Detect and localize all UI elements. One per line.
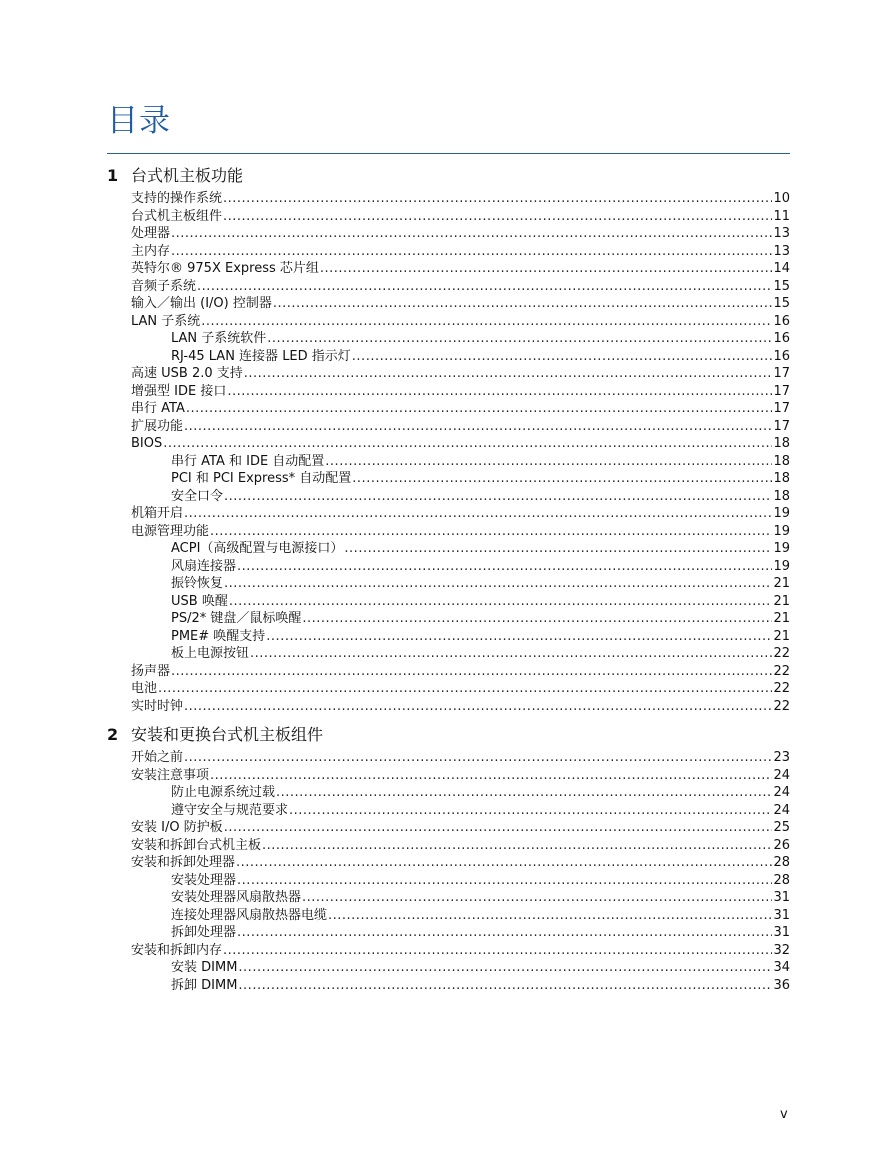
toc-entry[interactable] bbox=[107, 837, 790, 855]
toc-entry[interactable] bbox=[107, 767, 790, 785]
toc-entry-label: 安装处理器风扇散热器 bbox=[171, 890, 302, 905]
toc-entry-label: PME# 唤醒支持 bbox=[171, 628, 266, 644]
dot-leader bbox=[250, 645, 772, 663]
toc-entry-page: 26 bbox=[773, 837, 790, 853]
chapter-title: 安装和更换台式机主板组件 bbox=[131, 725, 324, 744]
chapter-number: 2 bbox=[107, 725, 119, 744]
toc-entry-page: 17 bbox=[773, 401, 790, 416]
toc-entry-page: 24 bbox=[773, 785, 790, 800]
toc-entry-label: LAN 子系统 bbox=[131, 313, 201, 329]
dot-leader bbox=[210, 523, 772, 541]
dot-leader bbox=[171, 225, 772, 243]
toc-entry-label: 安装注意事项 bbox=[131, 767, 210, 783]
toc-subentry[interactable] bbox=[107, 593, 790, 611]
toc-entry-label: 音频子系统 bbox=[131, 278, 197, 294]
toc-entry[interactable] bbox=[107, 365, 790, 383]
chapter-heading bbox=[107, 724, 790, 746]
page-number: v bbox=[780, 1107, 788, 1122]
toc-subentry[interactable] bbox=[107, 872, 790, 890]
toc-entry-page: 14 bbox=[773, 261, 790, 276]
toc-subentry[interactable] bbox=[107, 959, 790, 977]
toc-entry-page: 22 bbox=[773, 663, 790, 679]
toc-entry[interactable] bbox=[107, 435, 790, 453]
toc-entry-page: 28 bbox=[773, 855, 790, 870]
toc-entry[interactable] bbox=[107, 942, 790, 960]
toc-subentry[interactable] bbox=[107, 540, 790, 558]
toc-entry-page: 31 bbox=[773, 890, 790, 905]
toc-entry-page: 18 bbox=[773, 488, 790, 504]
toc-entry[interactable] bbox=[107, 243, 790, 261]
toc-entry-page: 21 bbox=[773, 628, 790, 644]
toc-entry-label: ACPI（高级配置与电源接口） bbox=[171, 541, 344, 556]
toc-entry-label: 输入／输出 (I/O) 控制器 bbox=[131, 296, 272, 311]
toc-entry-label: 扬声器 bbox=[131, 663, 171, 679]
toc-subentry[interactable] bbox=[107, 610, 790, 628]
dot-leader bbox=[223, 942, 772, 960]
dot-leader bbox=[238, 959, 772, 977]
toc-entry-label: 串行 ATA 和 IDE 自动配置 bbox=[171, 453, 325, 469]
toc-entry[interactable] bbox=[107, 295, 790, 313]
toc-entry-page: 36 bbox=[773, 977, 790, 993]
dot-leader bbox=[302, 889, 772, 907]
toc-entry-label: 安装 I/O 防护板 bbox=[131, 820, 223, 835]
toc-entry-label: 安装和拆卸内存 bbox=[131, 942, 223, 958]
dot-leader bbox=[262, 837, 772, 855]
chapter-heading bbox=[107, 165, 790, 187]
dot-leader bbox=[352, 348, 773, 366]
toc-entry-page: 16 bbox=[773, 348, 790, 364]
toc-entry-page: 22 bbox=[773, 646, 790, 661]
toc-entry-page: 16 bbox=[773, 331, 790, 346]
toc-entry[interactable] bbox=[107, 663, 790, 681]
dot-leader bbox=[244, 365, 773, 383]
toc-entry-label: 风扇连接器 bbox=[171, 558, 237, 574]
toc-entry-page: 13 bbox=[773, 226, 790, 241]
chapter-1 bbox=[107, 165, 790, 715]
toc-entry-label: 振铃恢复 bbox=[171, 576, 224, 591]
toc-entry-label: 台式机主板组件 bbox=[131, 208, 223, 224]
toc-subentry[interactable] bbox=[107, 784, 790, 802]
toc-entry-label: 安装和拆卸处理器 bbox=[131, 855, 236, 870]
toc-entry-label: 防止电源系统过载 bbox=[171, 785, 276, 800]
toc-entry-label: 安装处理器 bbox=[171, 872, 237, 888]
toc-entry-label: 拆卸处理器 bbox=[171, 925, 237, 940]
dot-leader bbox=[237, 872, 772, 890]
toc-entry-label: 机箱开启 bbox=[131, 506, 184, 521]
dot-leader bbox=[158, 680, 772, 698]
toc-entry-label: RJ-45 LAN 连接器 LED 指示灯 bbox=[171, 348, 351, 364]
toc-subentry[interactable] bbox=[107, 924, 790, 942]
toc-subentry[interactable] bbox=[107, 330, 790, 348]
toc-subentry[interactable] bbox=[107, 907, 790, 925]
dot-leader bbox=[184, 505, 772, 523]
dot-leader bbox=[210, 767, 772, 785]
toc-entry-page: 10 bbox=[773, 191, 790, 206]
toc-subentry[interactable] bbox=[107, 977, 790, 995]
toc-entry-label: 增强型 IDE 接口 bbox=[131, 383, 227, 399]
toc-entry-label: 安装和拆卸台式机主板 bbox=[131, 837, 262, 853]
toc-entry[interactable] bbox=[107, 278, 790, 296]
toc-entry-page: 16 bbox=[773, 313, 790, 329]
toc-entry-label: LAN 子系统软件 bbox=[171, 331, 267, 346]
dot-leader bbox=[328, 907, 772, 925]
dot-leader bbox=[320, 260, 773, 278]
toc-entry-page: 18 bbox=[773, 453, 790, 469]
toc-subentry[interactable] bbox=[107, 470, 790, 488]
chapter-number: 1 bbox=[107, 166, 119, 185]
dot-leader bbox=[184, 698, 772, 716]
dot-leader bbox=[224, 575, 772, 593]
toc-entry-page: 18 bbox=[773, 436, 790, 451]
dot-leader bbox=[201, 313, 772, 331]
toc-entry[interactable] bbox=[107, 313, 790, 331]
toc-entry[interactable] bbox=[107, 749, 790, 767]
toc-subentry[interactable] bbox=[107, 558, 790, 576]
toc-entry-page: 22 bbox=[773, 698, 790, 714]
chapter-title: 台式机主板功能 bbox=[131, 166, 244, 185]
toc-entry-label: 扩展功能 bbox=[131, 418, 184, 434]
dot-leader bbox=[325, 453, 772, 471]
toc-entry[interactable] bbox=[107, 523, 790, 541]
toc-entry-page: 19 bbox=[773, 558, 790, 574]
dot-leader bbox=[197, 278, 772, 296]
toc-entry-page: 21 bbox=[773, 611, 790, 626]
toc-entry-page: 19 bbox=[773, 541, 790, 556]
toc-entry[interactable] bbox=[107, 225, 790, 243]
dot-leader bbox=[352, 470, 772, 488]
toc-entry[interactable] bbox=[107, 819, 790, 837]
toc-entry-label: 开始之前 bbox=[131, 750, 184, 765]
toc-entry[interactable] bbox=[107, 383, 790, 401]
toc-entry-label: PS/2* 键盘／鼠标唤醒 bbox=[171, 611, 302, 626]
toc-entry-label: 板上电源按钮 bbox=[171, 646, 250, 661]
toc-entry[interactable] bbox=[107, 418, 790, 436]
dot-leader bbox=[276, 784, 772, 802]
toc-entry-page: 17 bbox=[773, 366, 790, 381]
toc-entry-label: 主内存 bbox=[131, 243, 171, 259]
dot-leader bbox=[163, 435, 772, 453]
toc-entry-page: 31 bbox=[773, 925, 790, 940]
toc-entry-page: 13 bbox=[773, 243, 790, 259]
toc-entry-page: 17 bbox=[773, 383, 790, 399]
toc-entry[interactable] bbox=[107, 208, 790, 226]
dot-leader bbox=[267, 330, 772, 348]
dot-leader bbox=[289, 802, 772, 820]
dot-leader bbox=[344, 540, 772, 558]
dot-leader bbox=[237, 558, 772, 576]
dot-leader bbox=[227, 383, 772, 401]
dot-leader bbox=[273, 295, 773, 313]
dot-leader bbox=[238, 977, 772, 995]
chapter-2 bbox=[107, 724, 790, 994]
toc-subentry[interactable] bbox=[107, 628, 790, 646]
toc-entry-page: 28 bbox=[773, 872, 790, 888]
toc-entry-page: 15 bbox=[773, 296, 790, 311]
toc-entry-page: 18 bbox=[773, 471, 790, 486]
toc-entry[interactable] bbox=[107, 260, 790, 278]
dot-leader bbox=[223, 208, 772, 226]
toc-entry-page: 11 bbox=[773, 208, 790, 224]
toc-entry-label: 安装 DIMM bbox=[171, 960, 238, 975]
toc-subentry[interactable] bbox=[107, 802, 790, 820]
toc-subentry[interactable] bbox=[107, 348, 790, 366]
toc-entry[interactable] bbox=[107, 505, 790, 523]
toc-entry-label: USB 唤醒 bbox=[171, 593, 228, 609]
toc-entry[interactable] bbox=[107, 854, 790, 872]
dot-leader bbox=[229, 593, 773, 611]
toc-entry-page: 31 bbox=[773, 907, 790, 923]
toc-entry-page: 19 bbox=[773, 506, 790, 521]
title-divider bbox=[107, 153, 790, 154]
dot-leader bbox=[184, 418, 772, 436]
toc-entry-label: 连接处理器风扇散热器电缆 bbox=[171, 907, 328, 923]
dot-leader bbox=[184, 749, 772, 767]
toc-entry-page: 17 bbox=[773, 418, 790, 434]
toc-entry-page: 34 bbox=[773, 960, 790, 975]
toc-entry-page: 25 bbox=[773, 820, 790, 835]
toc-entry-page: 24 bbox=[773, 767, 790, 783]
toc-entry-page: 21 bbox=[773, 593, 790, 609]
toc-entry-page: 19 bbox=[773, 523, 790, 539]
toc-entry[interactable] bbox=[107, 698, 790, 716]
toc-entry-page: 21 bbox=[773, 576, 790, 591]
dot-leader bbox=[171, 243, 772, 261]
dot-leader bbox=[223, 190, 772, 208]
dot-leader bbox=[236, 854, 772, 872]
toc-entry-page: 22 bbox=[773, 681, 790, 696]
toc-subentry[interactable] bbox=[107, 889, 790, 907]
dot-leader bbox=[266, 628, 772, 646]
toc-entry-label: 串行 ATA bbox=[131, 401, 185, 416]
toc-entry-label: 遵守安全与规范要求 bbox=[171, 802, 289, 818]
dot-leader bbox=[224, 819, 773, 837]
dot-leader bbox=[302, 610, 772, 628]
toc-entry-label: 安全口令 bbox=[171, 488, 224, 504]
page-title: 目录 bbox=[107, 103, 171, 139]
dot-leader bbox=[237, 924, 772, 942]
toc-entry-label: 拆卸 DIMM bbox=[171, 977, 238, 993]
toc-entry-label: 支持的操作系统 bbox=[131, 191, 223, 206]
toc-subentry[interactable] bbox=[107, 453, 790, 471]
dot-leader bbox=[171, 663, 772, 681]
dot-leader bbox=[224, 488, 772, 506]
toc-entry-page: 24 bbox=[773, 802, 790, 818]
toc-subentry[interactable] bbox=[107, 645, 790, 663]
dot-leader bbox=[186, 400, 773, 418]
toc-entry[interactable] bbox=[107, 190, 790, 208]
toc-entry-label: 高速 USB 2.0 支持 bbox=[131, 366, 243, 381]
toc-entry-label: 电池 bbox=[131, 681, 158, 696]
toc-entry[interactable] bbox=[107, 400, 790, 418]
toc-entry[interactable] bbox=[107, 680, 790, 698]
toc-entry-label: 电源管理功能 bbox=[131, 523, 210, 539]
toc-entry-label: 处理器 bbox=[131, 226, 171, 241]
toc-entry-label: 英特尔® 975X Express 芯片组 bbox=[131, 261, 319, 276]
toc-subentry[interactable] bbox=[107, 488, 790, 506]
toc-entry-page: 23 bbox=[773, 750, 790, 765]
toc-entry-page: 32 bbox=[773, 942, 790, 958]
toc-entry-label: PCI 和 PCI Express* 自动配置 bbox=[171, 471, 352, 486]
toc-subentry[interactable] bbox=[107, 575, 790, 593]
toc-entry-label: BIOS bbox=[131, 436, 163, 451]
toc-entry-page: 15 bbox=[773, 278, 790, 294]
toc-entry-label: 实时时钟 bbox=[131, 698, 184, 714]
